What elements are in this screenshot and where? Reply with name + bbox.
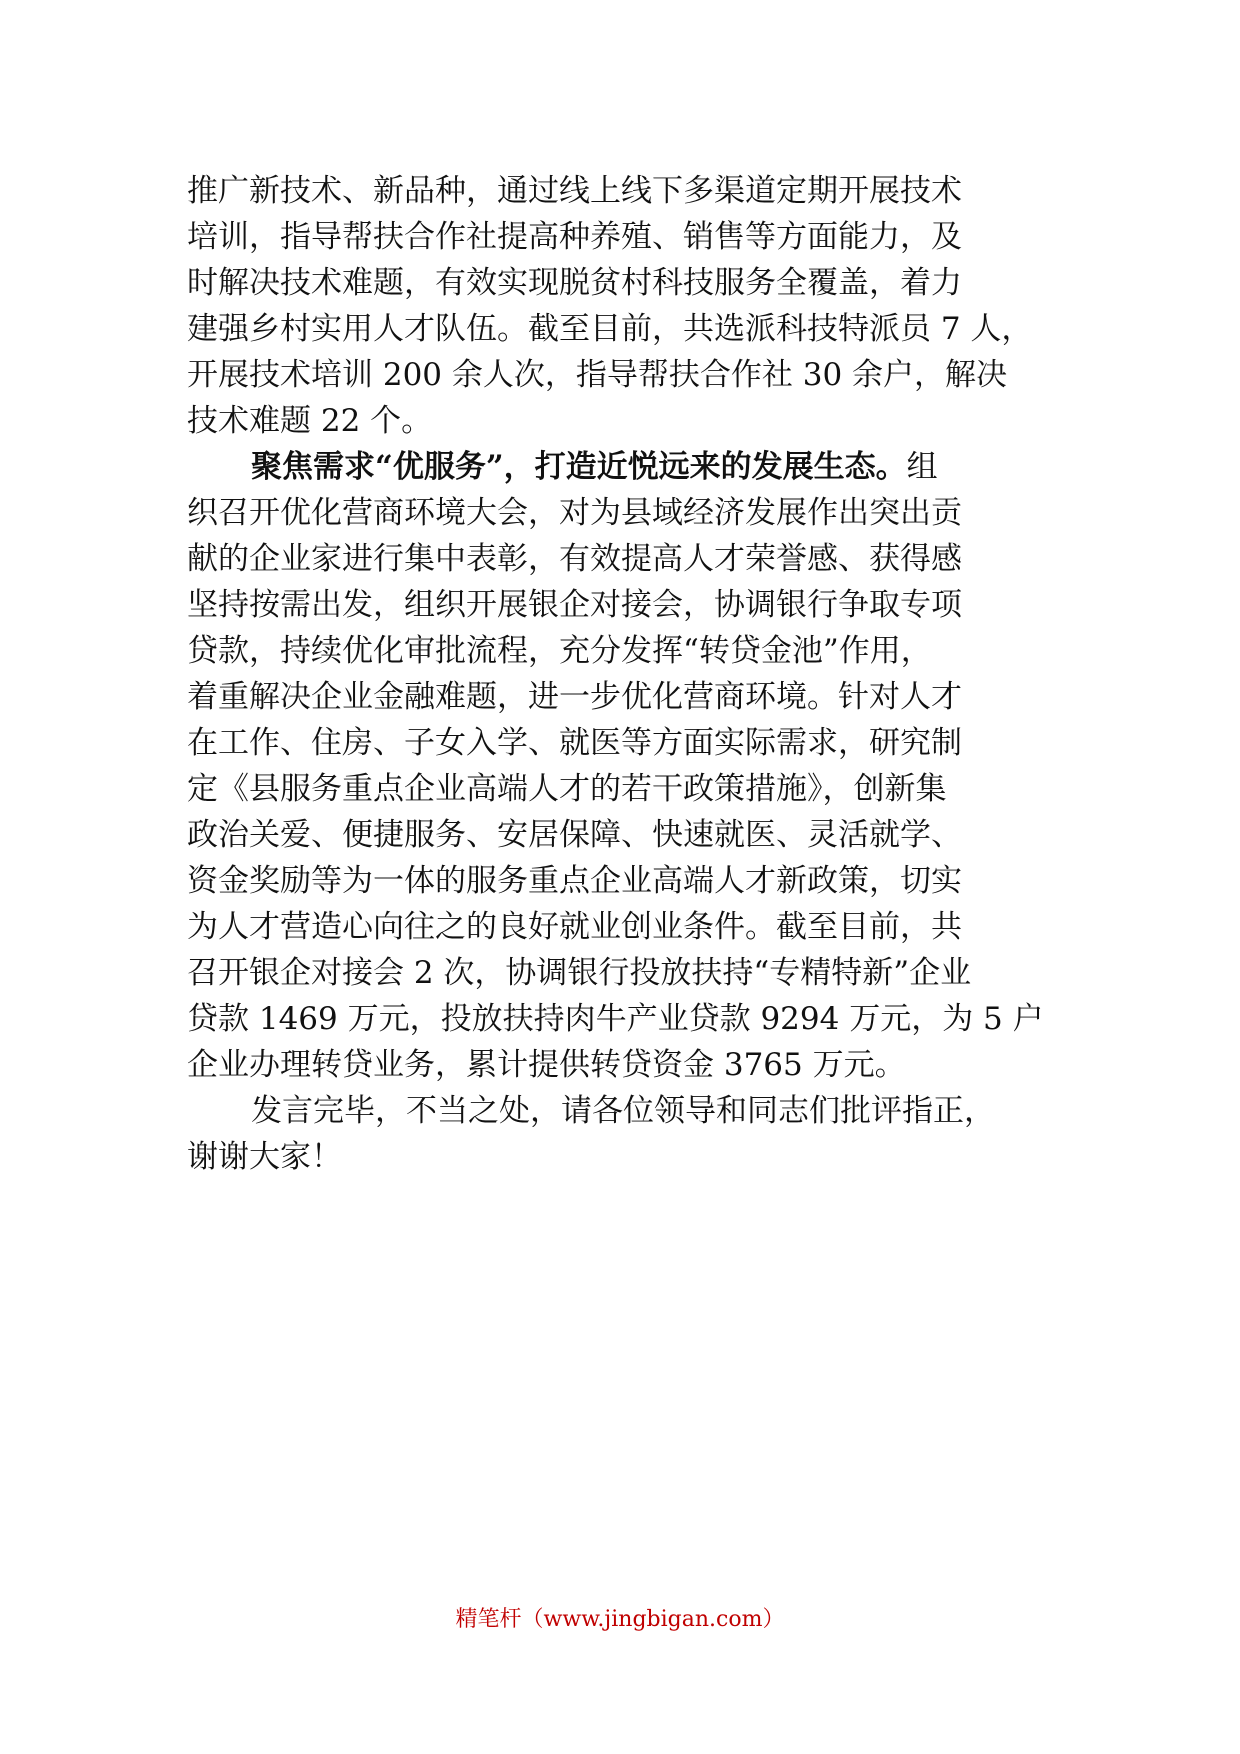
text-line: 为人才营造心向往之的良好就业创业条件。截至目前，共 <box>187 909 962 945</box>
text-line: 在工作、住房、子女入学、就医等方面实际需求，研究制 <box>187 725 962 761</box>
text-fragment: 组 <box>906 449 938 485</box>
text-line: 技术难题 22 个。 <box>187 403 433 439</box>
text-line: 贷款，持续优化审批流程，充分发挥“转贷金池”作用， <box>187 633 932 669</box>
text-line: 政治关爱、便捷服务、安居保障、快速就医、灵活就学、 <box>187 817 962 853</box>
paragraph-tech-service <box>187 168 1075 444</box>
paragraph-first-line <box>187 444 1075 490</box>
text-line: 建强乡村实用人才队伍。截至目前，共选派科技特派员 7 人， <box>187 311 1033 347</box>
section-heading: 聚焦需求“优服务”，打造近悦远来的发展生态。 <box>251 449 907 485</box>
text-line: 推广新技术、新品种，通过线上线下多渠道定期开展技术 <box>187 173 962 209</box>
paragraph-closing <box>187 1088 1075 1180</box>
text-line: 开展技术培训 200 余人次，指导帮扶合作社 30 余户，解决 <box>187 357 1008 393</box>
text-line: 资金奖励等为一体的服务重点企业高端人才新政策，切实 <box>187 863 962 899</box>
text-line: 坚持按需出发，组织开展银企对接会，协调银行争取专项 <box>187 587 962 623</box>
text-line: 献的企业家进行集中表彰，有效提高人才荣誉感、获得感 <box>187 541 962 577</box>
text-line: 定《县服务重点企业高端人才的若干政策措施》，创新集 <box>187 771 947 807</box>
footer-watermark: 精笔杆（www.jingbigan.com） <box>455 1607 785 1632</box>
text-line: 时解决技术难题，有效实现脱贫村科技服务全覆盖，着力 <box>187 265 962 301</box>
text-line: 谢谢大家！ <box>187 1139 342 1175</box>
text-line: 发言完毕，不当之处，请各位领导和同志们批评指正， <box>251 1093 995 1129</box>
text-line: 贷款 1469 万元，投放扶持肉牛产业贷款 9294 万元，为 5 户 <box>187 1001 1044 1037</box>
text-line: 培训，指导帮扶合作社提高种养殖、销售等方面能力，及 <box>187 219 962 255</box>
paragraph-optimize-service <box>187 444 1075 1088</box>
document-body <box>187 168 1075 1180</box>
text-line: 召开银企对接会 2 次，协调银行投放扶持“专精特新”企业 <box>187 955 972 991</box>
text-line: 企业办理转贷业务，累计提供转贷资金 3765 万元。 <box>187 1047 906 1083</box>
text-line: 织召开优化营商环境大会，对为县域经济发展作出突出贡 <box>187 495 962 531</box>
text-line: 着重解决企业金融难题，进一步优化营商环境。针对人才 <box>187 679 962 715</box>
